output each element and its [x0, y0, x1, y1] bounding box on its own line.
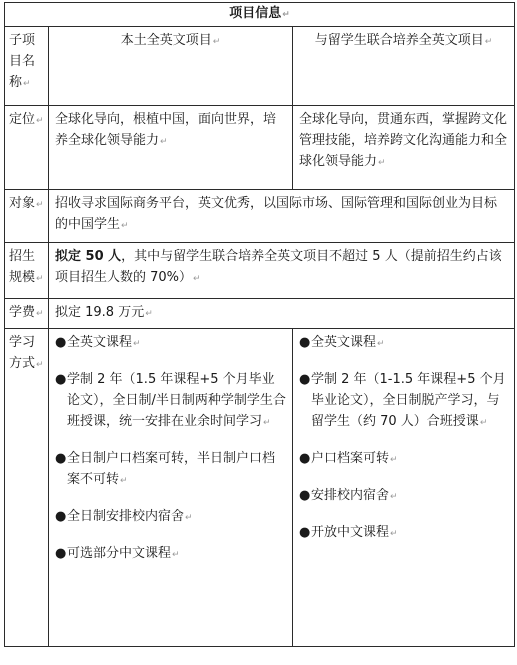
- list-item-text: 全英文课程: [311, 335, 377, 350]
- cell-sub-col1: [49, 27, 293, 106]
- list-item: [299, 485, 508, 508]
- list-item: [299, 522, 508, 545]
- position-joint-text: 全球化导向，贯通东西，掌握跨文化管理技能，培养跨文化沟通能力和全球化领导能力: [299, 112, 508, 169]
- bullet-icon: ●: [55, 546, 67, 561]
- paragraph-mark: ↵: [121, 221, 129, 231]
- label-study-mode-text: 学习方式: [9, 335, 36, 371]
- list-item-text: 户口档案可转: [311, 451, 390, 466]
- paragraph-mark: ↵: [185, 513, 193, 523]
- bullet-icon: ●: [55, 335, 67, 350]
- paragraph-mark: ↵: [36, 360, 44, 370]
- paragraph-mark: ↵: [390, 492, 398, 502]
- label-enrollment: [5, 243, 49, 299]
- paragraph-mark: ↵: [36, 274, 44, 284]
- label-fee: [5, 299, 49, 329]
- list-item-text: 全英文课程: [67, 335, 133, 350]
- list-item-text: 全日制安排校内宿舍: [67, 509, 185, 524]
- cell-sub-col2: [293, 27, 515, 106]
- paragraph-mark: ↵: [377, 339, 385, 349]
- cell-fee: [49, 299, 515, 329]
- cell-enrollment: [49, 243, 515, 299]
- study-list-local: [55, 332, 286, 566]
- sub-project-name-local: 本土全英文项目: [120, 33, 212, 48]
- paragraph-mark: ↵: [36, 200, 44, 210]
- fee-text: 拟定 19.8 万元: [55, 305, 145, 320]
- paragraph-mark: ↵: [212, 37, 221, 47]
- list-item-text: 全日制户口档案可转，半日制户口档案不可转: [67, 451, 276, 487]
- label-target-text: 对象: [9, 196, 36, 211]
- table-header-row: [5, 3, 515, 27]
- cell-target: [49, 190, 515, 243]
- label-target: [5, 190, 49, 243]
- paragraph-mark: ↵: [390, 529, 398, 539]
- table-title-text: 项目信息: [229, 6, 282, 21]
- table-title: [5, 3, 515, 27]
- enrollment-count: 拟定 50 人: [55, 249, 122, 264]
- paragraph-mark: ↵: [390, 455, 398, 465]
- paragraph-mark: ↵: [479, 418, 488, 428]
- enrollment-text: ，其中与留学生联合培养全英文项目不超过 5 人（提前招生约占该项目招生人数的 70%）: [55, 249, 502, 285]
- paragraph-mark: ↵: [193, 274, 201, 284]
- paragraph-mark: ↵: [23, 79, 31, 89]
- row-target: [5, 190, 515, 243]
- paragraph-mark: ↵: [36, 116, 44, 126]
- list-item-text: 可选部分中文课程: [67, 546, 172, 561]
- row-sub-project: [5, 27, 515, 106]
- list-item: [55, 543, 286, 566]
- paragraph-mark: ↵: [282, 10, 290, 20]
- row-study-mode: [5, 329, 515, 647]
- bullet-icon: ●: [55, 509, 67, 524]
- label-sub-project: [5, 27, 49, 106]
- bullet-icon: ●: [299, 335, 311, 350]
- list-item-text: 学制 2 年（1.5 年课程+5 个月毕业论文），全日制/半日制两种学制学生合班授课，统一安排在业余时间学习: [67, 372, 286, 429]
- list-item: [299, 448, 508, 471]
- label-position: [5, 106, 49, 190]
- bullet-icon: ●: [55, 451, 67, 466]
- paragraph-mark: ↵: [120, 476, 128, 486]
- list-item: [299, 369, 508, 434]
- paragraph-mark: ↵: [36, 309, 44, 319]
- cell-study-col1: [49, 329, 293, 647]
- paragraph-mark: ↵: [378, 158, 386, 168]
- paragraph-mark: ↵: [160, 137, 168, 147]
- label-enrollment-text: 招生规模: [9, 249, 36, 285]
- bullet-icon: ●: [299, 372, 311, 387]
- row-position: [5, 106, 515, 190]
- list-item: [299, 332, 508, 355]
- bullet-icon: ●: [299, 451, 311, 466]
- row-fee: [5, 299, 515, 329]
- row-enrollment: [5, 243, 515, 299]
- position-local-text: 全球化导向，根植中国，面向世界，培养全球化领导能力: [55, 112, 277, 148]
- cell-position-col1: [49, 106, 293, 190]
- label-study-mode: [5, 329, 49, 647]
- cell-position-col2: [293, 106, 515, 190]
- list-item: [55, 506, 286, 529]
- list-item: [55, 448, 286, 492]
- bullet-icon: ●: [55, 372, 67, 387]
- label-sub-project-text: 子项目名称: [9, 33, 36, 90]
- list-item: [55, 369, 286, 434]
- project-info-table: [4, 2, 515, 647]
- list-item-text: 开放中文课程: [311, 525, 390, 540]
- list-item-text: 学制 2 年（1-1.5 年课程+5 个月毕业论文），全日制脱产学习，与留学生（约 70 人）合班授课: [311, 372, 506, 429]
- list-item-text: 安排校内宿舍: [311, 488, 390, 503]
- paragraph-mark: ↵: [263, 418, 271, 428]
- paragraph-mark: ↵: [172, 550, 180, 560]
- paragraph-mark: ↵: [484, 37, 493, 47]
- bullet-icon: ●: [299, 488, 311, 503]
- study-list-joint: [299, 332, 508, 545]
- paragraph-mark: ↵: [133, 339, 141, 349]
- label-fee-text: 学费: [9, 305, 36, 320]
- bullet-icon: ●: [299, 525, 311, 540]
- target-text: 招收寻求国际商务平台，英文优秀，以国际市场、国际管理和国际创业为目标的中国学生: [55, 196, 498, 232]
- paragraph-mark: ↵: [145, 309, 153, 319]
- sub-project-name-joint: 与留学生联合培养全英文项目: [314, 33, 484, 48]
- label-position-text: 定位: [9, 112, 36, 127]
- list-item: [55, 332, 286, 355]
- cell-study-col2: [293, 329, 515, 647]
